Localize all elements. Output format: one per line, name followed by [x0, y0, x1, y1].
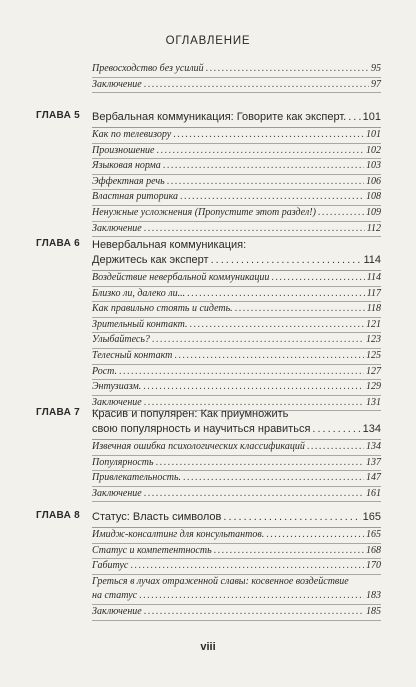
toc-entry[interactable]: [92, 544, 381, 560]
leader-dots: [211, 253, 362, 268]
toc-entry-text: Популярность: [92, 456, 154, 468]
toc-entry-text: Имидж-консалтинг для консультантов.: [92, 529, 265, 540]
leader-dots: [235, 302, 365, 317]
toc-entry-page: 131: [366, 396, 381, 408]
toc-entry-page: 114: [366, 272, 381, 283]
toc-entry-text: Как по телевизору: [92, 129, 172, 140]
leader-dots: [180, 190, 364, 205]
chapter-title-text: свою популярность и научиться нравиться: [92, 423, 311, 435]
toc-entry[interactable]: [92, 128, 381, 144]
leader-dots: [173, 128, 364, 143]
toc-entry-page: 112: [366, 222, 381, 234]
leader-dots: [183, 471, 364, 486]
toc-entry-page: 170: [366, 560, 381, 572]
chapter-body: [92, 110, 381, 237]
chapter-page: 101: [362, 111, 381, 123]
toc-entry-page: 137: [366, 456, 381, 468]
chapter-title-text: Держитесь как эксперт: [92, 254, 209, 266]
toc-entry[interactable]: [92, 349, 381, 365]
toc-entry-text: Воздействие невербальной коммуникации: [92, 272, 270, 283]
toc-entry-text: Превосходство без усилий: [92, 63, 204, 74]
page-title: ОГЛАВЛЕНИЕ: [165, 35, 251, 47]
leader-dots: [271, 271, 364, 286]
toc-entry-page: 168: [366, 544, 381, 556]
toc-entry[interactable]: [92, 471, 381, 487]
toc-entry-text: Улыбайтесь?: [92, 334, 150, 346]
chapter-title[interactable]: [92, 110, 381, 125]
leader-dots: [130, 559, 364, 574]
toc-entry-page: 121: [366, 318, 381, 330]
chapter-label: ГЛАВА 5: [36, 110, 81, 121]
chapter-body: [92, 510, 381, 621]
leader-dots: [307, 440, 364, 455]
toc-entry-page: 129: [366, 381, 381, 393]
toc-entry[interactable]: [92, 605, 381, 621]
toc-entry[interactable]: [92, 318, 381, 334]
page-number: viii: [200, 641, 216, 653]
toc-entry-text: Властная риторика: [92, 191, 179, 203]
leader-dots: [156, 144, 364, 159]
toc-entry-text: Языковая норма: [92, 160, 161, 172]
toc-entry-text: Рост.: [92, 365, 118, 377]
toc-entry-page: 125: [366, 349, 381, 361]
intro-list: [92, 62, 381, 93]
chapter-title-text: Вербальная коммуникация: Говорите как эксперт.: [92, 111, 347, 123]
leader-dots: [152, 333, 364, 348]
toc-entry[interactable]: [92, 144, 381, 160]
toc-entry-text: Статус и компетентность: [92, 544, 212, 556]
chapter-page: 165: [362, 511, 381, 523]
toc-entry-text: Заключение: [92, 396, 142, 408]
leader-dots: [139, 589, 364, 604]
toc-entry-text: Заключение: [92, 222, 142, 234]
toc-entry-page: 102: [366, 144, 381, 156]
toc-entry-page: 97: [371, 78, 381, 90]
leader-dots: [144, 487, 364, 502]
toc-entry-text: Как правильно стоять и сидеть.: [92, 303, 233, 315]
chapter-label: ГЛАВА 8: [36, 510, 81, 521]
chapter-title-line: Невербальная коммуникация:: [92, 239, 247, 251]
chapter-title[interactable]: [92, 238, 381, 268]
leader-dots: [187, 287, 365, 302]
toc-entry-page: 127: [366, 365, 381, 377]
toc-entry-page: 103: [366, 160, 381, 172]
toc-entry[interactable]: [92, 190, 381, 206]
leader-dots: [143, 380, 364, 395]
leader-dots: [190, 318, 365, 333]
leader-dots: [174, 349, 364, 364]
toc-entry-page: 134: [366, 441, 381, 452]
leader-dots: [156, 456, 364, 471]
toc-entry-text: на статус: [92, 590, 138, 602]
toc-entry-text-first: Греться в лучах отраженной славы: косвенное воздействие: [92, 575, 349, 587]
leader-dots: [206, 62, 369, 77]
toc-entry[interactable]: [92, 487, 381, 503]
chapter-label: ГЛАВА 7: [36, 407, 81, 418]
toc-entry[interactable]: [92, 78, 381, 94]
toc-entry-text: Энтузиазм.: [92, 381, 142, 393]
toc-entry[interactable]: [92, 62, 381, 78]
toc-entry[interactable]: [92, 271, 381, 287]
toc-entry-text: Зрительный контакт.: [92, 318, 188, 330]
toc-entry-text: Эффектная речь: [92, 175, 165, 187]
toc-entry[interactable]: [92, 302, 381, 318]
toc-entry[interactable]: [92, 206, 381, 222]
toc-entry-text: Извечная ошибка психологических классификаций: [92, 441, 305, 452]
chapter-label: ГЛАВА 6: [36, 238, 81, 249]
toc-entry-page: 147: [366, 472, 381, 484]
toc-entry[interactable]: [92, 365, 381, 381]
toc-entry-text: Близко ли, далеко ли...: [92, 287, 186, 299]
leader-dots: [223, 510, 360, 525]
chapter-page: 134: [362, 423, 381, 435]
toc-entry[interactable]: [92, 159, 381, 175]
toc-entry-page: 101: [366, 129, 381, 140]
chapter-title[interactable]: [92, 407, 381, 437]
toc-entry-text: Ненужные усложнения (Пропустите этот раздел!): [92, 206, 316, 218]
leader-dots: [144, 222, 365, 237]
toc-entry-text: Заключение: [92, 78, 142, 90]
leader-dots: [167, 175, 364, 190]
leader-dots: [144, 78, 369, 93]
toc-entry-text: Привлекательность.: [92, 472, 182, 484]
chapter-title-text: Статус: Власть символов: [92, 511, 222, 523]
toc-entry[interactable]: [92, 222, 381, 238]
chapter-body: [92, 407, 381, 502]
toc-entry-page: 123: [366, 334, 381, 346]
toc-entry[interactable]: [92, 456, 381, 472]
toc-entry-text: Заключение: [92, 487, 142, 499]
toc-entry-page: 118: [366, 303, 381, 315]
toc-entry[interactable]: [92, 559, 381, 575]
chapter-page: 114: [363, 254, 381, 266]
chapter-title-line: Красив и популярен: Как приумножить: [92, 408, 289, 420]
toc-entry-page: 117: [366, 287, 381, 299]
leader-dots: [348, 110, 360, 125]
toc-entry[interactable]: [92, 333, 381, 349]
toc-entry[interactable]: [92, 440, 381, 456]
leader-dots: [214, 544, 364, 559]
toc-entry-text: Произношение: [92, 144, 155, 156]
leader-dots: [144, 605, 364, 620]
chapter-body: [92, 238, 381, 411]
toc-entry-page: 183: [366, 590, 381, 602]
leader-dots: [119, 365, 364, 380]
leader-dots: [312, 422, 360, 437]
toc-entry-page: 185: [366, 605, 381, 617]
toc-entry-page: 161: [366, 487, 381, 499]
leader-dots: [318, 206, 364, 221]
chapter-title[interactable]: [92, 510, 381, 525]
toc-entry-text: Заключение: [92, 605, 142, 617]
leader-dots: [266, 528, 364, 543]
toc-entry-text: Габитус: [92, 560, 129, 572]
toc-entry[interactable]: [92, 380, 381, 396]
toc-entry-page: 165: [366, 529, 381, 540]
toc-entry-page: 106: [366, 175, 381, 187]
toc-entry[interactable]: [92, 575, 381, 605]
toc-entry[interactable]: [92, 287, 381, 303]
toc-entry[interactable]: [92, 175, 381, 191]
leader-dots: [163, 159, 364, 174]
toc-entry-page: 108: [366, 191, 381, 203]
toc-entry[interactable]: [92, 528, 381, 544]
toc-entry-page: 95: [371, 63, 381, 74]
toc-entry-text: Телесный контакт: [92, 349, 173, 361]
toc-entry-page: 109: [366, 206, 381, 218]
